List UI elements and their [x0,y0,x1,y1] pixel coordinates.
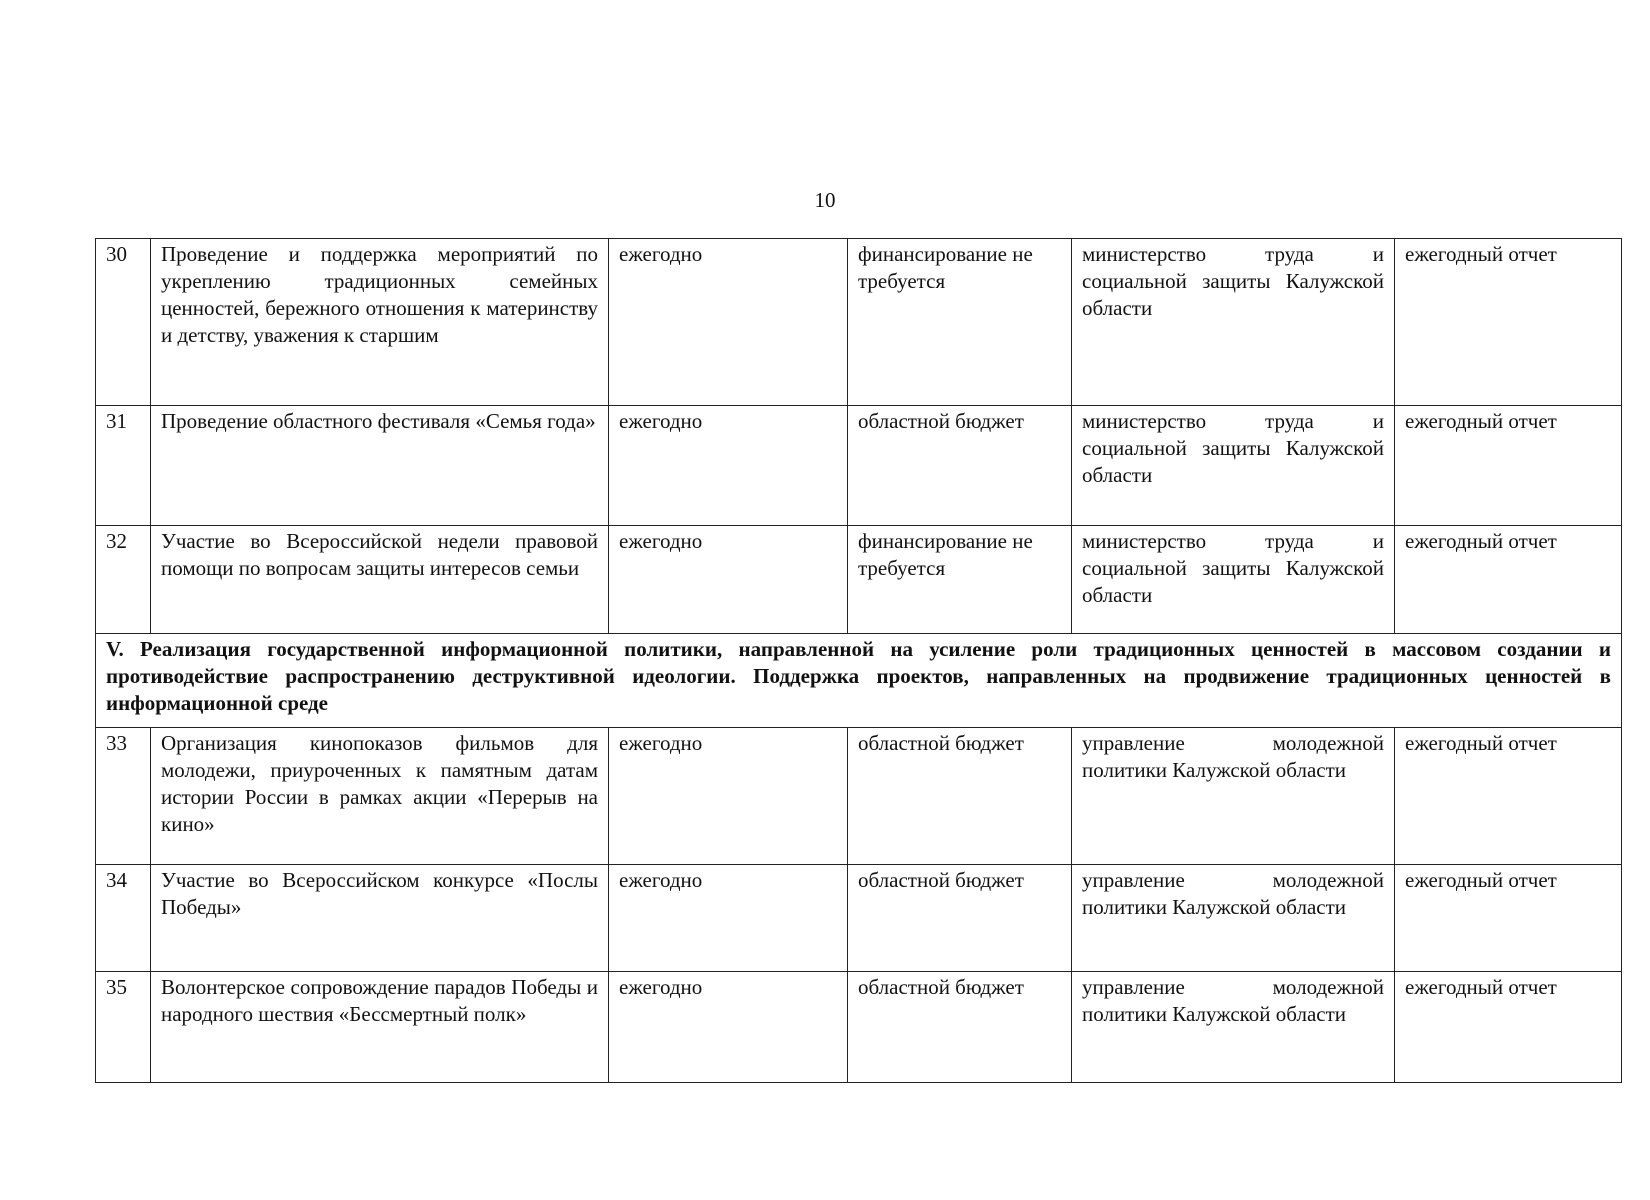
table-row [96,406,1622,526]
event-description: Проведение областного фестиваля «Семья года» [151,406,609,526]
row-number: 35 [96,972,151,1083]
funding-cell: областной бюджет [848,865,1072,972]
event-description: Проведение и поддержка мероприятий по укреплению традиционных семейных ценностей, бережного отношения к материнству и детству, уважения к старшим [151,239,609,406]
term-cell: ежегодно [609,865,848,972]
page-number: 10 [814,188,836,212]
row-number: 31 [96,406,151,526]
report-cell: ежегодный отчет [1395,239,1622,406]
funding-cell: областной бюджет [848,406,1072,526]
funding-cell: финансирование не требуется [848,526,1072,634]
term-cell: ежегодно [609,239,848,406]
table-row [96,728,1622,865]
executor-cell: управление молодежной политики Калужской области [1072,972,1395,1083]
action-plan-table [95,238,1622,1083]
table-row [96,972,1622,1083]
report-cell: ежегодный отчет [1395,865,1622,972]
executor-cell: управление молодежной политики Калужской области [1072,728,1395,865]
term-cell: ежегодно [609,972,848,1083]
section-heading: V. Реализация государственной информационной политики, направленной на усиление роли традиционных ценностей в массовом создании и противодействие распространению деструктивной идеологии. Поддержка проектов, направленных на продвижение традиционных ценностей в информационной среде [96,634,1622,728]
term-cell: ежегодно [609,526,848,634]
table-row [96,526,1622,634]
row-number: 30 [96,239,151,406]
term-cell: ежегодно [609,728,848,865]
report-cell: ежегодный отчет [1395,728,1622,865]
event-description: Волонтерское сопровождение парадов Победы и народного шествия «Бессмертный полк» [151,972,609,1083]
executor-cell: министерство труда и социальной защиты Калужской области [1072,406,1395,526]
executor-cell: управление молодежной политики Калужской области [1072,865,1395,972]
funding-cell: областной бюджет [848,972,1072,1083]
event-description: Участие во Всероссийской недели правовой помощи по вопросам защиты интересов семьи [151,526,609,634]
event-description: Организация кинопоказов фильмов для молодежи, приуроченных к памятным датам истории России в рамках акции «Перерыв на кино» [151,728,609,865]
report-cell: ежегодный отчет [1395,972,1622,1083]
funding-cell: областной бюджет [848,728,1072,865]
table-row [96,239,1622,406]
event-description: Участие во Всероссийском конкурсе «Послы Победы» [151,865,609,972]
report-cell: ежегодный отчет [1395,526,1622,634]
section-heading-row [96,634,1622,728]
executor-cell: министерство труда и социальной защиты Калужской области [1072,526,1395,634]
row-number: 32 [96,526,151,634]
term-cell: ежегодно [609,406,848,526]
row-number: 34 [96,865,151,972]
table-row [96,865,1622,972]
row-number: 33 [96,728,151,865]
report-cell: ежегодный отчет [1395,406,1622,526]
funding-cell: финансирование не требуется [848,239,1072,406]
executor-cell: министерство труда и социальной защиты Калужской области [1072,239,1395,406]
